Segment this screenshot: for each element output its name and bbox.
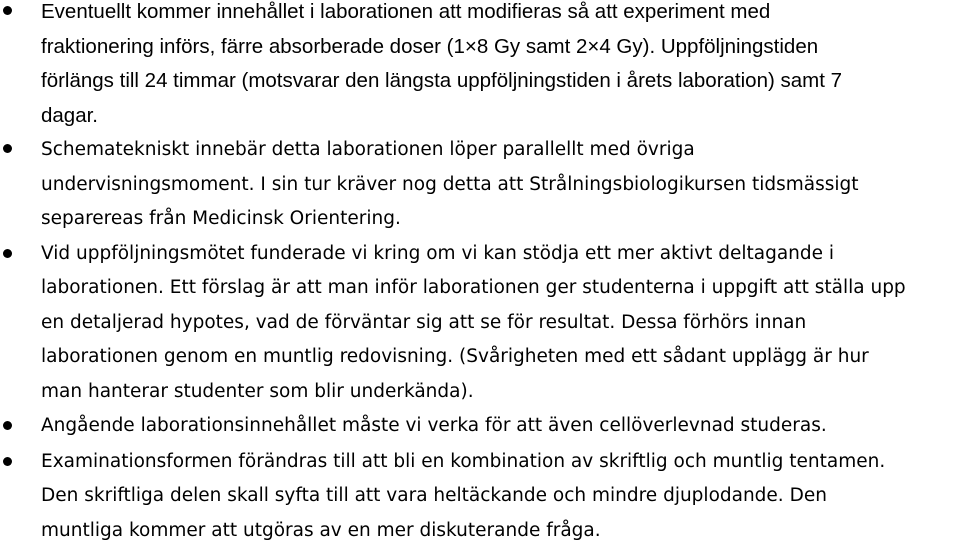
list-item-text: Eventuellt kommer innehållet i laborationen att modifieras så att experiment med fraktionering införs, färre absorberade doser (1×8 Gy samt 2×4 Gy). Uppföljningstiden förlängs till 24 timmar (motsvarar den längsta uppföljningstiden i årets laboration) samt 7 dagar. (41, 0, 959, 133)
bullet-icon (3, 144, 12, 153)
list-item-text: Vid uppföljningsmötet funderade vi kring om vi kan stödja ett mer aktivt deltagande i laborationen. Ett förslag är att man inför laborationen ger studenterna i uppgift att ställa upp en detaljerad hypotes, vad de förväntar sig att se för resultat. Dessa förhörs innan laborationen genom en muntlig redovisning. (Svårigheten med ett sådant upplägg är hur man hanterar studenter som blir underkända). (41, 237, 959, 410)
bullet-icon (3, 249, 12, 258)
list-item (0, 409, 959, 444)
bullet-icon (3, 457, 12, 466)
list-item-text: Examinationsformen förändras till att bli en kombination av skriftlig och muntlig tentamen. Den skriftliga delen skall syfta till att vara heltäckande och mindre djuplodande. Den muntliga kommer att utgöras av en mer diskuterande fråga. (41, 445, 959, 548)
list-item (0, 445, 959, 548)
bullet-icon (3, 421, 12, 430)
list-item-text: Angående laborationsinnehållet måste vi verka för att även cellöverlevnad studeras. (41, 409, 959, 444)
list-item (0, 0, 959, 133)
list-item-text: Schematekniskt innebär detta laborationen löper parallellt med övriga undervisningsmoment. I sin tur kräver nog detta att Strålningsbiologikursen tidsmässigt separereas från Medicinsk Orientering. (41, 133, 959, 237)
list-item (0, 133, 959, 237)
bullet-icon (3, 6, 12, 15)
list-item (0, 237, 959, 410)
